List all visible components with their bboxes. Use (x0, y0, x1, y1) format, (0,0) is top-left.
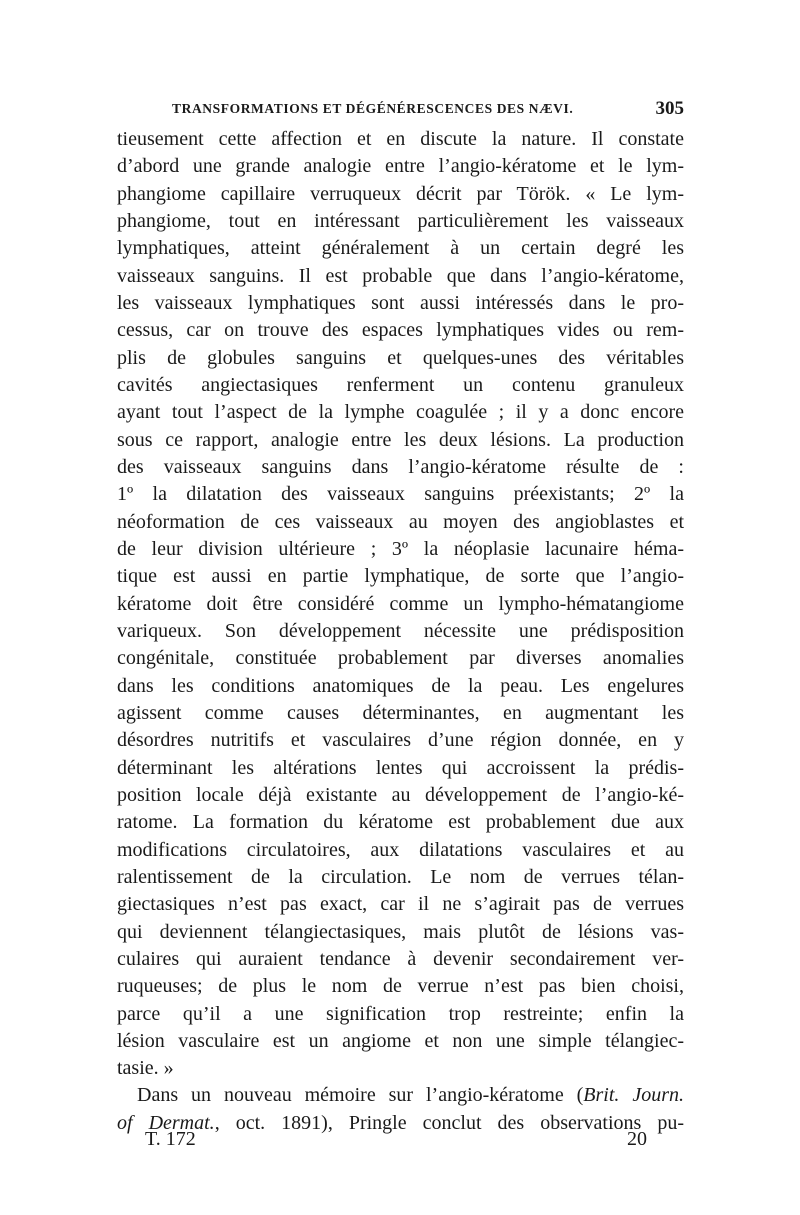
text-line: cavités angiectasiques renferment un contenu granuleux (117, 373, 684, 396)
signature-mark-number: 20 (627, 1128, 647, 1150)
text-line: parce qu’il a une signification trop restreinte; enfin la (117, 1002, 684, 1025)
text-line: désordres nutritifs et vasculaires d’une région donnée, en y (117, 729, 684, 752)
text-line: dans les conditions anatomiques de la peau. Les engelures (117, 674, 684, 697)
running-head (172, 96, 684, 122)
text-line: ratome. La formation du kératome est probablement due aux (117, 811, 684, 834)
paragraph-end-line: tasie. » (117, 1057, 174, 1080)
body-text (117, 126, 684, 1137)
text-line: d’abord une grande analogie entre l’angio-kératome et le lym- (117, 155, 684, 178)
text-line: phangiome, tout en intéressant particulièrement les vaisseaux (117, 209, 684, 232)
text-line: congénitale, constituée probablement par diverses anomalies (117, 647, 684, 670)
text-line: sous ce rapport, analogie entre les deux lésions. La production (117, 428, 684, 451)
text-line: ayant tout l’aspect de la lymphe coagulée ; il y a donc encore (117, 401, 684, 424)
next-paragraph-text: Dans un nouveau mémoire sur l’angio-kératome ( (137, 1084, 584, 1107)
text-line: cessus, car on trouve des espaces lymphatiques vides ou rem- (117, 319, 684, 342)
text-line: ruqueuses; de plus le nom de verrue n’est pas bien choisi, (117, 975, 684, 998)
page-number: 305 (655, 98, 684, 119)
text-line: culaires qui auraient tendance à devenir secondairement ver- (117, 947, 684, 970)
page-footer (117, 1125, 647, 1153)
text-line: plis de globules sanguins et quelques-unes des véritables (117, 346, 684, 369)
text-line: vaisseaux sanguins. Il est probable que dans l’angio-kératome, (117, 264, 684, 287)
text-line: ralentissement de la circulation. Le nom de verrues télan- (117, 865, 684, 888)
text-line: position locale déjà existante au développement de l’angio-ké- (117, 783, 684, 806)
text-line: qui deviennent télangiectasiques, mais plutôt de lésions vas- (117, 920, 684, 943)
text-line: des vaisseaux sanguins dans l’angio-kératome résulte de : (117, 455, 684, 478)
text-line: néoformation de ces vaisseaux au moyen des angioblastes et (117, 510, 684, 533)
text-line: agissent comme causes déterminantes, en augmentant les (117, 701, 684, 724)
signature-mark-volume: T. 172 (145, 1128, 196, 1150)
running-head-title: TRANSFORMATIONS ET DÉGÉNÉRESCENCES DES NÆVI. (172, 101, 574, 116)
text-line: variqueux. Son développement nécessite une prédisposition (117, 619, 684, 642)
next-paragraph-line-1 (117, 1082, 684, 1109)
text-line: les vaisseaux lymphatiques sont aussi intéressés dans le pro- (117, 291, 684, 314)
text-line: 1º la dilatation des vaisseaux sanguins préexistants; 2º la (117, 483, 684, 506)
next-paragraph-text: , oct. 1891), Pringle conclut des observations pu- (214, 1111, 684, 1134)
text-line: modifications circulatoires, aux dilatations vasculaires et au (117, 838, 684, 861)
text-line: lymphatiques, atteint généralement à un certain degré les (117, 237, 684, 260)
text-line: kératome doit être considéré comme un lympho-hématangiome (117, 592, 684, 615)
text-line: tieusement cette affection et en discute la nature. Il constate (117, 128, 684, 150)
text-line: de leur division ultérieure ; 3º la néoplasie lacunaire héma- (117, 537, 684, 560)
text-line: déterminant les altérations lentes qui accroissent la prédis- (117, 756, 684, 779)
journal-title-part-2: of Dermat. (117, 1111, 215, 1134)
text-line: tique est aussi en partie lymphatique, de sorte que l’angio- (117, 565, 684, 588)
text-line: lésion vasculaire est un angiome et non une simple télangiec- (117, 1029, 684, 1052)
text-line: phangiome capillaire verruqueux décrit par Török. « Le lym- (117, 182, 684, 205)
text-line: giectasiques n’est pas exact, car il ne s’agirait pas de verrues (117, 893, 684, 916)
journal-title-part-1: Brit. Journ. (583, 1084, 684, 1107)
